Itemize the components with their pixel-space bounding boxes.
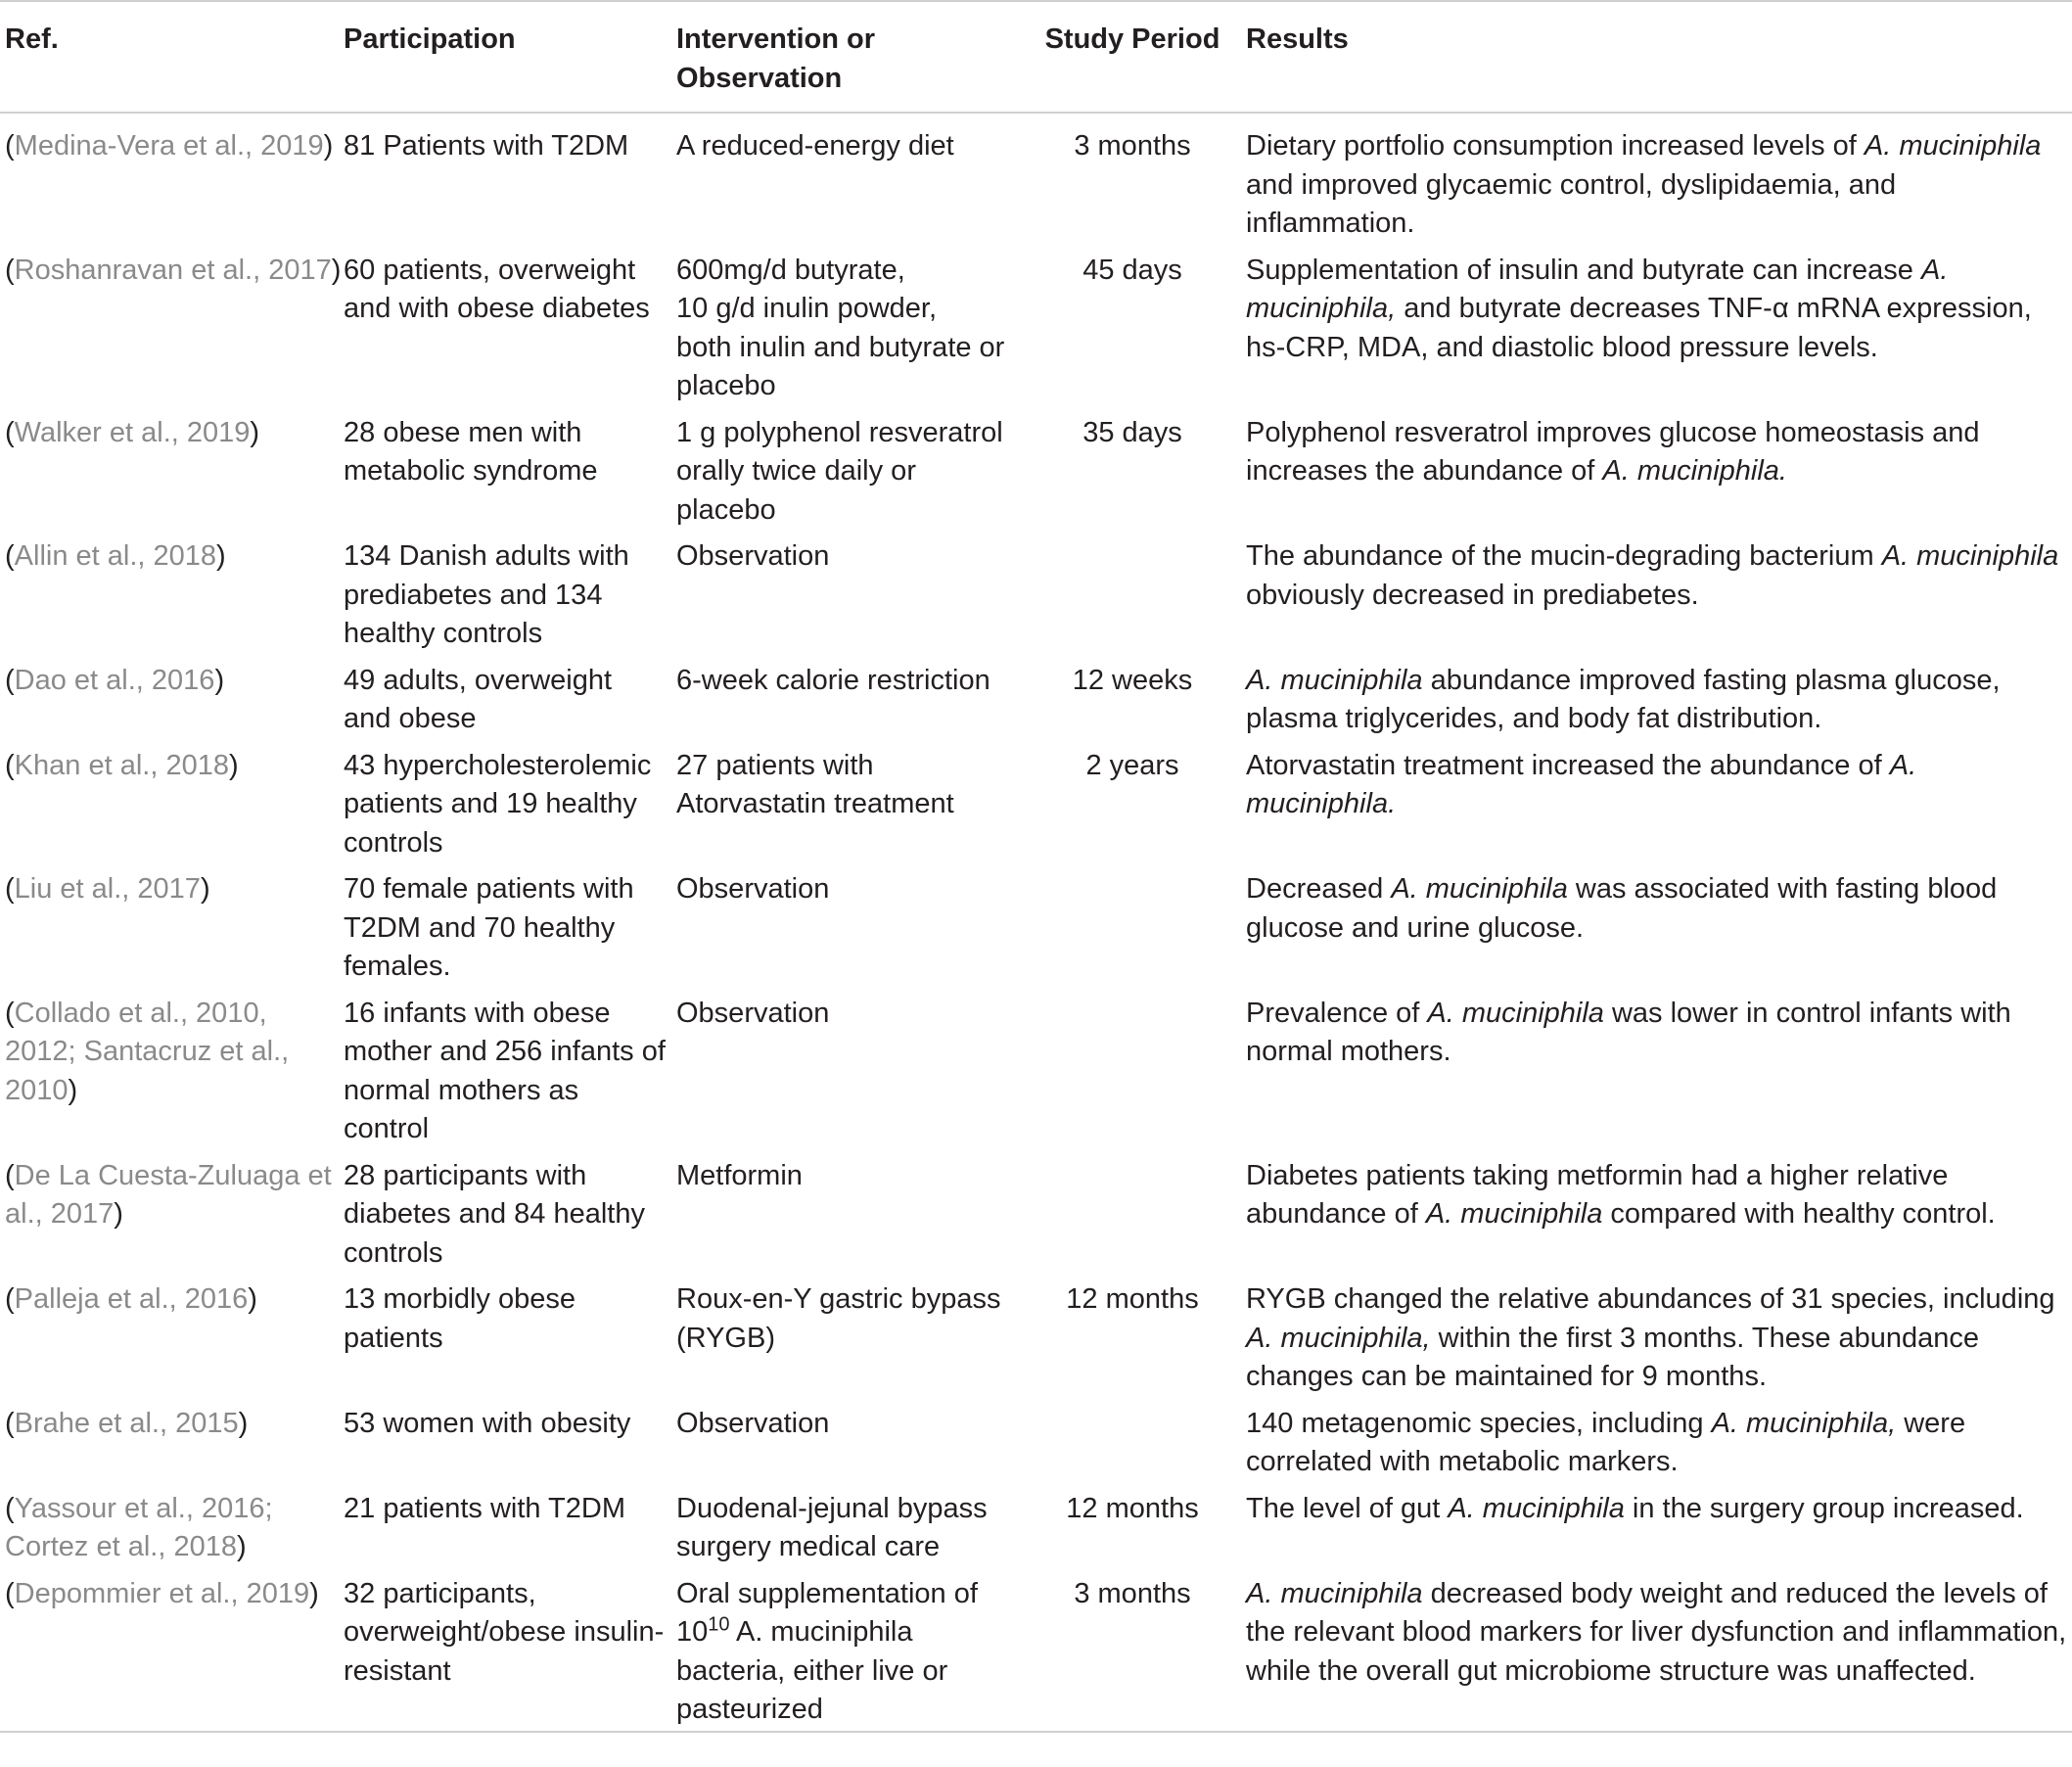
ref-citation: (Khan et al., 2018) (5, 749, 239, 781)
species-name: A. muciniphila (1448, 1492, 1625, 1524)
cell-intervention: Observation (676, 997, 830, 1029)
cell-study-period: 45 days (1082, 254, 1182, 286)
cell-results (1246, 863, 2072, 988)
table-row (0, 1150, 2072, 1275)
cell-study-period: 3 months (1074, 1577, 1191, 1609)
cell-study-period: 35 days (1082, 416, 1182, 448)
cell-participation: 81 Patients with T2DM (344, 130, 629, 162)
species-name: A. muciniphila (1864, 130, 2042, 162)
cell-participation: 13 morbidly obese patients (344, 1283, 576, 1354)
ref-citation: (Walker et al., 2019) (5, 416, 260, 448)
results-text: 140 metagenomic species, including (1246, 1407, 1712, 1439)
ref-text: Roshanravan et al., 2017 (14, 254, 332, 286)
cell-intervention: Observation (676, 540, 830, 572)
cell-ref (0, 655, 344, 740)
cell-participation: 43 hypercholesterolemic patients and 19 healthy controls (344, 749, 652, 859)
cell-ref (0, 863, 344, 988)
header-intervention-line2: Observation (676, 63, 843, 94)
results-text: Polyphenol resveratrol improves glucose homeostasis and increases the abundance of (1246, 416, 1980, 487)
cell-participation: 16 infants with obese mother and 256 infants of normal mothers as control (344, 997, 666, 1144)
cell-study-period: 3 months (1074, 130, 1191, 162)
header-results: Results (1246, 23, 1349, 55)
cell-intervention: Observation (676, 873, 830, 905)
cell-intervention: Observation (676, 1407, 830, 1439)
cell-intervention: A reduced-energy diet (676, 130, 954, 162)
cell-results (1246, 113, 2072, 245)
ref-citation: (Palleja et al., 2016) (5, 1283, 257, 1315)
ref-citation: (Yassour et al., 2016; Cortez et al., 2018) (5, 1492, 273, 1562)
results-text: The abundance of the mucin-degrading bacterium (1246, 540, 1882, 572)
cell-ref (0, 1483, 344, 1568)
ref-text: Depommier et al., 2019 (14, 1577, 310, 1609)
intervention-line: 10 g/d inulin powder, (676, 293, 938, 324)
species-name: A. muciniphila, (1246, 1322, 1431, 1354)
ref-text: Yassour et al., 2016; Cortez et al., 2018 (5, 1492, 273, 1562)
cell-results (1246, 655, 2072, 740)
results-text: Dietary portfolio consumption increased levels of (1246, 130, 1865, 162)
cell-study-period (1019, 1398, 1246, 1483)
results-text: abundance improved fasting plasma glucose, plasma triglycerides, and body fat distribution. (1246, 664, 2001, 734)
cell-ref (0, 531, 344, 655)
cell-intervention: Metformin (676, 1159, 803, 1191)
cell-results (1246, 407, 2072, 532)
cell-study-period (1019, 1150, 1246, 1275)
ref-citation: (Roshanravan et al., 2017) (5, 254, 342, 286)
results-text: Atorvastatin treatment increased the abundance of (1246, 749, 1890, 781)
cell-ref (0, 1274, 344, 1398)
table-row (0, 1398, 2072, 1483)
cell-participation: 32 participants, overweight/obese insulin-resistant (344, 1577, 665, 1687)
results-text: The level of gut (1246, 1492, 1449, 1524)
cell-participation: 28 participants with diabetes and 84 healthy controls (344, 1159, 645, 1269)
table-row (0, 1568, 2072, 1732)
species-name: A. muciniphila, (1246, 254, 1949, 324)
species-name: A. muciniphila, (1711, 1407, 1897, 1439)
results-text: in the surgery group increased. (1624, 1492, 2024, 1524)
cell-intervention (676, 1568, 1019, 1732)
species-name: A. muciniphila (1427, 997, 1604, 1029)
table-row (0, 863, 2072, 988)
intervention-part: A. muciniphila bacteria, either live or pasteurized (676, 1616, 948, 1725)
ref-text: Dao et al., 2016 (14, 664, 215, 696)
cell-intervention: 6-week calorie restriction (676, 664, 990, 696)
ref-text: Brahe et al., 2015 (14, 1407, 239, 1439)
cell-study-period: 12 months (1066, 1283, 1199, 1315)
header-ref: Ref. (5, 23, 59, 55)
table-header (0, 1, 2072, 113)
cell-intervention: Roux-en-Y gastric bypass (RYGB) (676, 1283, 1001, 1354)
results-text: decreased body weight and reduced the levels of the relevant blood markers for liver dysfunction and inflammation, while the overall gut microbiome structure was unaffected. (1246, 1577, 2067, 1687)
ref-citation: (Depommier et al., 2019) (5, 1577, 319, 1609)
cell-results (1246, 1274, 2072, 1398)
cell-results (1246, 531, 2072, 655)
header-intervention (676, 1, 1019, 113)
cell-results (1246, 988, 2072, 1150)
cell-ref (0, 1568, 344, 1732)
cell-participation: 70 female patients with T2DM and 70 healthy females. (344, 873, 634, 982)
header-participation: Participation (344, 23, 516, 55)
cell-results (1246, 1150, 2072, 1275)
cell-results (1246, 245, 2072, 407)
cell-ref (0, 988, 344, 1150)
table-row (0, 988, 2072, 1150)
species-name: A. muciniphila (1425, 1198, 1603, 1230)
ref-text: De La Cuesta-Zuluaga et al., 2017 (5, 1159, 332, 1230)
species-name: A. muciniphila (1246, 1577, 1423, 1609)
cell-ref (0, 245, 344, 407)
results-text: within the first 3 months. These abundance changes can be maintained for 9 months. (1246, 1322, 1980, 1392)
cell-intervention: 1 g polyphenol resveratrol orally twice daily or placebo (676, 416, 1003, 526)
cell-participation: 21 patients with T2DM (344, 1492, 625, 1524)
cell-participation: 49 adults, overweight and obese (344, 664, 613, 734)
cell-study-period (1019, 863, 1246, 988)
cell-participation: 28 obese men with metabolic syndrome (344, 416, 598, 487)
cell-participation: 53 women with obesity (344, 1407, 631, 1439)
ref-citation: (Liu et al., 2017) (5, 873, 210, 905)
cell-participation: 134 Danish adults with prediabetes and 134 healthy controls (344, 540, 629, 649)
table-row (0, 407, 2072, 532)
cell-intervention: 27 patients with Atorvastatin treatment (676, 749, 954, 819)
ref-citation: (Dao et al., 2016) (5, 664, 225, 696)
species-name: A. muciniphila (1881, 540, 2059, 572)
results-text: Diabetes patients taking metformin had a higher relative abundance of (1246, 1159, 1949, 1230)
ref-citation: (De La Cuesta-Zuluaga et al., 2017) (5, 1159, 332, 1230)
results-text: were correlated with metabolic markers. (1246, 1407, 1966, 1477)
cell-study-period (1019, 988, 1246, 1150)
cell-intervention (676, 245, 1019, 407)
cell-participation: 60 patients, overweight and with obese diabetes (344, 254, 650, 324)
ref-citation: (Allin et al., 2018) (5, 540, 226, 572)
results-text: was lower in control infants with normal mothers. (1246, 997, 2011, 1067)
ref-citation: (Brahe et al., 2015) (5, 1407, 249, 1439)
cell-results (1246, 1483, 2072, 1568)
intervention-line: both inulin and butyrate or placebo (676, 331, 1005, 401)
results-text: Decreased (1246, 873, 1392, 905)
intervention-part: Oral supplementation of 10 (676, 1577, 978, 1648)
cell-ref (0, 407, 344, 532)
cell-study-period: 2 years (1085, 749, 1179, 781)
ref-text: Walker et al., 2019 (14, 416, 251, 448)
cell-ref (0, 740, 344, 864)
header-intervention-line1: Intervention or (676, 23, 876, 55)
cell-results (1246, 1398, 2072, 1483)
table-row (0, 531, 2072, 655)
cell-results (1246, 740, 2072, 864)
ref-text: Khan et al., 2018 (14, 749, 229, 781)
cell-ref (0, 113, 344, 245)
table-row (0, 740, 2072, 864)
table-row (0, 1483, 2072, 1568)
table-row (0, 113, 2072, 245)
ref-text: Collado et al., 2010, 2012; Santacruz et al., 2010 (5, 997, 290, 1106)
results-text: Prevalence of (1246, 997, 1428, 1029)
table-row (0, 655, 2072, 740)
ref-citation: (Collado et al., 2010, 2012; Santacruz et al., 2010) (5, 997, 290, 1106)
ref-text: Medina-Vera et al., 2019 (14, 130, 324, 162)
intervention-line: 600mg/d butyrate, (676, 254, 905, 286)
cell-results (1246, 1568, 2072, 1732)
species-name: A. muciniphila (1246, 664, 1423, 696)
ref-text: Palleja et al., 2016 (14, 1283, 249, 1315)
cell-study-period: 12 months (1066, 1492, 1199, 1524)
results-text: obviously decreased in prediabetes. (1246, 579, 1699, 611)
species-name: A. muciniphila. (1246, 749, 1917, 819)
results-text: was associated with fasting blood glucose and urine glucose. (1246, 873, 1998, 944)
cell-ref (0, 1150, 344, 1275)
species-name: A. muciniphila. (1602, 455, 1787, 487)
table-row (0, 245, 2072, 407)
ref-text: Allin et al., 2018 (14, 540, 217, 572)
cell-study-period (1019, 531, 1246, 655)
results-text: and improved glycaemic control, dyslipidaemia, and inflammation. (1246, 168, 1897, 239)
cell-intervention: Duodenal-jejunal bypass surgery medical care (676, 1492, 988, 1562)
results-text: Supplementation of insulin and butyrate can increase (1246, 254, 1921, 286)
header-study-period: Study Period (1044, 23, 1220, 55)
results-text: compared with healthy control. (1602, 1198, 1996, 1230)
table-row (0, 1274, 2072, 1398)
table-body (0, 113, 2072, 1732)
species-name: A. muciniphila (1391, 873, 1568, 905)
results-text: and butyrate decreases TNF-α mRNA expression, hs-CRP, MDA, and diastolic blood pressure levels. (1246, 293, 2032, 363)
results-text: RYGB changed the relative abundances of 31 species, including (1246, 1283, 2055, 1315)
ref-citation: (Medina-Vera et al., 2019) (5, 130, 334, 162)
cell-study-period: 12 weeks (1072, 664, 1193, 696)
header-row (0, 1, 2072, 113)
ref-text: Liu et al., 2017 (14, 873, 201, 905)
cell-ref (0, 1398, 344, 1483)
intervention-part: 10 (708, 1613, 730, 1636)
